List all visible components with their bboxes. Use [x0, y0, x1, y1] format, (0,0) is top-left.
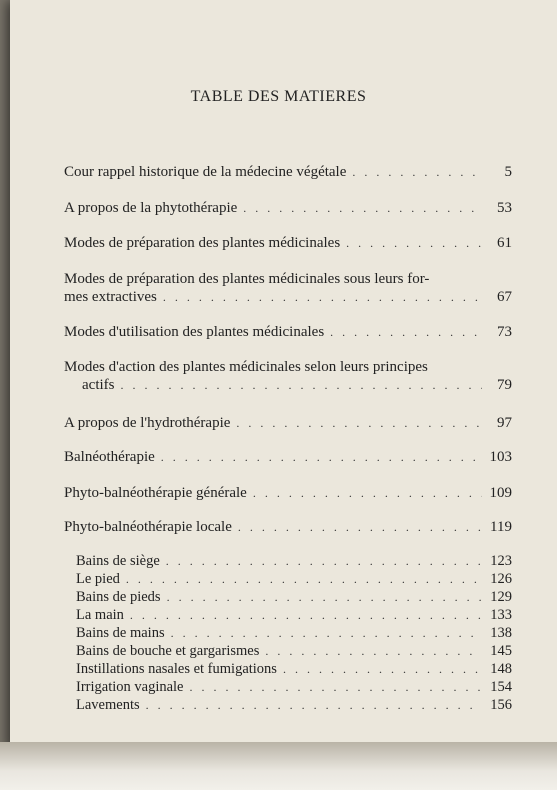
entry-text: A propos de l'hydrothérapie	[64, 415, 231, 431]
dot-leader	[146, 697, 482, 714]
dot-leader	[190, 679, 483, 696]
dot-leader	[161, 448, 482, 466]
toc-subentry	[76, 571, 512, 588]
dot-leader	[167, 589, 482, 606]
subentry-page: 129	[490, 589, 512, 605]
subentry-page: 126	[490, 571, 512, 587]
entry-text: A propos de la phytothérapie	[64, 200, 238, 216]
entry-page: 53	[497, 200, 512, 216]
entry-page: 73	[497, 324, 512, 340]
dot-leader	[126, 571, 482, 588]
toc-subentry	[76, 625, 512, 642]
subentry-page: 156	[490, 697, 512, 713]
entry-page: 5	[504, 164, 512, 180]
subentry-text: Irrigation vaginale	[76, 679, 184, 695]
entry-page: 109	[489, 485, 512, 501]
page-title: TABLE DES MATIERES	[190, 88, 367, 105]
toc-entry	[64, 484, 512, 502]
dot-leader	[163, 288, 482, 306]
subentry-page: 145	[490, 643, 512, 659]
dot-leader	[130, 607, 482, 624]
entry-text: Modes d'utilisation des plantes médicinales	[64, 324, 325, 340]
entry-text: Modes de préparation des plantes médicinales	[64, 235, 341, 251]
entry-text: Balnéothérapie	[64, 449, 155, 465]
entry-text: Cour rappel historique de la médecine végétale	[64, 164, 347, 180]
dot-leader	[238, 518, 482, 536]
dot-leader	[346, 234, 482, 252]
entry-page: 79	[497, 377, 512, 393]
entry-text: Phyto-balnéothérapie locale	[64, 519, 232, 535]
toc-entry	[64, 323, 512, 341]
subentry-text: Le pied	[76, 571, 120, 587]
dot-leader	[352, 163, 482, 181]
subentry-text: La main	[76, 607, 124, 623]
toc-entry	[64, 163, 512, 181]
entry-text: Phyto-balnéothérapie générale	[64, 485, 247, 501]
toc-subentry	[76, 697, 512, 714]
entry-text: Modes de préparation des plantes médicinales sous leurs for-	[64, 271, 430, 287]
dot-leader	[330, 323, 482, 341]
subentry-text: Lavements	[76, 697, 140, 713]
subentry-text: Instillations nasales et fumigations	[76, 661, 277, 677]
toc-subentry	[76, 553, 512, 570]
toc-subentry	[76, 607, 512, 624]
subentry-text: Bains de mains	[76, 625, 165, 641]
toc-entry	[64, 414, 512, 432]
toc-entry	[64, 199, 512, 217]
subentry-page: 123	[490, 553, 512, 569]
toc-subentry	[76, 589, 512, 606]
subentry-text: Bains de bouche et gargarismes	[76, 643, 260, 659]
dot-leader	[171, 625, 482, 642]
entry-page: 119	[490, 519, 512, 535]
toc-subentry	[76, 643, 512, 660]
dot-leader	[253, 484, 482, 502]
entry-page: 67	[497, 289, 512, 305]
toc-entry	[64, 270, 512, 306]
dot-leader	[120, 376, 482, 394]
subentry-page: 138	[490, 625, 512, 641]
dot-leader	[283, 661, 482, 678]
subentry-page: 133	[490, 607, 512, 623]
dot-leader	[265, 643, 482, 660]
subentry-text: Bains de siège	[76, 553, 160, 569]
subentry-text: Bains de pieds	[76, 589, 161, 605]
dot-leader	[166, 553, 482, 570]
toc-subentry	[76, 679, 512, 696]
dot-leader	[243, 199, 482, 217]
toc-entry	[64, 448, 512, 466]
subentry-page: 154	[490, 679, 512, 695]
toc-entry	[64, 358, 512, 394]
toc-entry	[64, 234, 512, 252]
subentry-page: 148	[490, 661, 512, 677]
entry-text: Modes d'action des plantes médicinales selon leurs principes	[64, 359, 428, 375]
entry-page: 103	[489, 449, 512, 465]
toc-subentry	[76, 661, 512, 678]
dot-leader	[236, 414, 482, 432]
entry-text-cont: actifs	[82, 377, 115, 393]
entry-page: 61	[497, 235, 512, 251]
entry-page: 97	[497, 415, 512, 431]
entry-text-cont: mes extractives	[64, 289, 157, 305]
page-shadow	[0, 742, 557, 790]
toc-entry	[64, 518, 512, 536]
